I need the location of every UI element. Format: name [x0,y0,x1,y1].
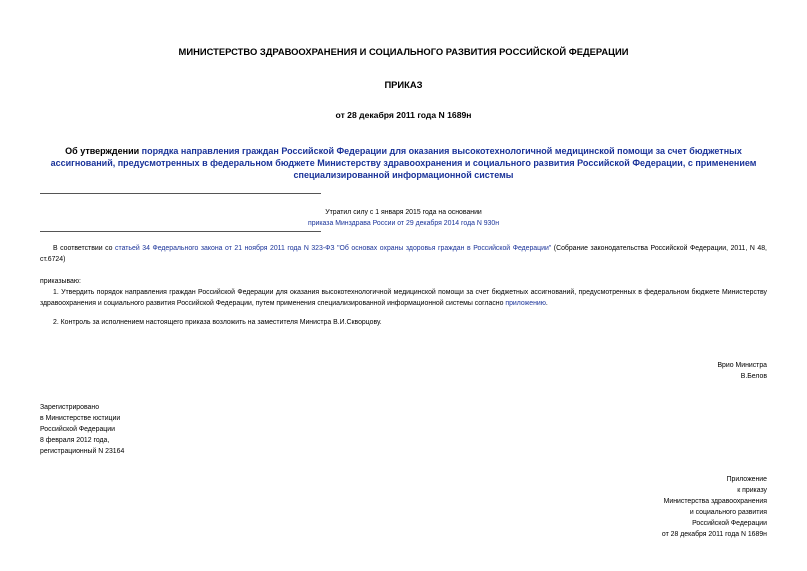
appendix-line: Министерства здравоохранения [663,498,767,505]
registration-line: регистрационный N 23164 [40,448,125,455]
law-link[interactable]: статьей 34 Федерального закона от 21 ноября 2011 года N 323-ФЗ "Об основах охраны здоровья граждан в Российской Федерации" [115,245,552,252]
divider-bottom [40,231,321,232]
signature-name: В.Белов [740,373,767,380]
signature-role: Врио Министра [717,362,767,369]
appendix-header-block [560,474,767,540]
document-type-heading: ПРИКАЗ [384,79,423,90]
order-word: приказываю: [40,278,81,285]
document-date-number: от 28 декабря 2011 года N 1689н [335,110,472,120]
preamble-suffix: (Собрание законодательства Российской Федерации, 2011, N 48, ст.6724) [40,245,767,263]
appendix-line: Приложение [726,476,767,483]
item-1-paragraph [40,287,767,309]
registration-block [40,402,124,457]
item-2-paragraph: 2. Контроль за исполнением настоящего приказа возложить на заместителя Министра В.И.Скворцову. [53,319,382,326]
registration-line: в Министерстве юстиции [40,415,121,422]
status-note-link[interactable]: приказа Минздрава России от 29 декабря 2014 года N 930н [307,220,500,227]
status-note [240,207,567,229]
appendix-line: Российской Федерации [692,520,767,527]
item-1-end: . [545,300,548,307]
appendix-line: от 28 декабря 2011 года N 1689н [661,531,767,538]
registration-line: 8 февраля 2012 года, [40,437,110,444]
registration-line: Зарегистрировано [40,404,100,411]
registration-line: Российской Федерации [40,426,115,433]
ministry-heading: МИНИСТЕРСТВО ЗДРАВООХРАНЕНИЯ И СОЦИАЛЬНОГО РАЗВИТИЯ РОССИЙСКОЙ ФЕДЕРАЦИИ [178,46,629,57]
preamble-prefix: В соответствии со [53,245,116,252]
appendix-line: и социального развития [689,509,767,516]
title-prefix: Об утверждении [65,146,142,156]
preamble-paragraph [40,243,767,265]
title-link[interactable]: порядка направления граждан Российской Федерации для оказания высокотехнологичной медицинской помощи за счет бюджетных ассигнований, предусмотренных в федеральном бюджете Министерству здравоохранения и социального развития Российской Федерации, с применением специализированной информационной системы [50,146,757,180]
document-title [40,145,767,181]
divider-top [40,193,321,194]
item-1-text: 1. Утвердить порядок направления граждан Российской Федерации для оказания высокотехнологичной медицинской помощи за счет бюджетных ассигнований, предусмотренных в федеральном бюджете Министерству здравоохранения и социального развития Российской Федерации, путем применения специализированной информационной системы согласно [40,289,767,307]
signature-block [600,360,767,382]
status-note-line: Утратил силу с 1 января 2015 года на основании [325,209,482,216]
appendix-link[interactable]: приложению [505,300,546,307]
appendix-line: к приказу [737,487,767,494]
